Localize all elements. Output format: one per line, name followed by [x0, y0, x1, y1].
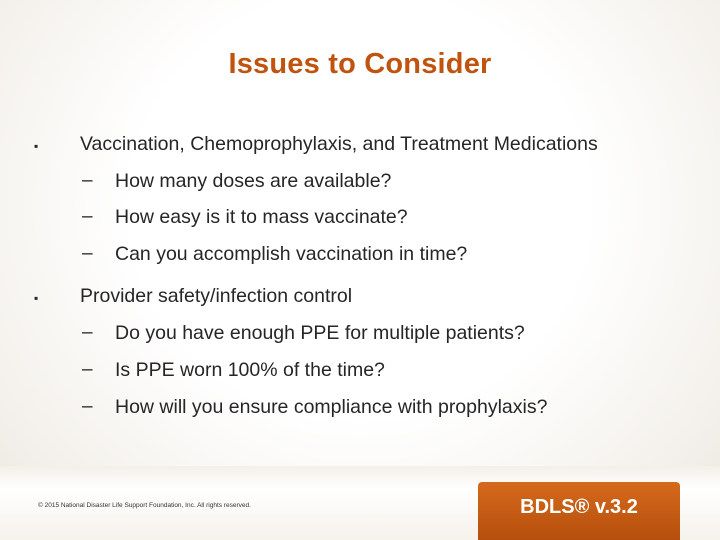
sub-bullet-text: Do you have enough PPE for multiple patients?: [115, 322, 525, 344]
bullet-text: Provider safety/infection control: [80, 285, 353, 307]
bullet-text: Vaccination, Chemoprophylaxis, and Treatment Medications: [80, 133, 598, 155]
dash-marker: –: [82, 170, 93, 191]
sub-bullet-compliance: [0, 396, 720, 426]
sub-bullet-text: Can you accomplish vaccination in time?: [115, 243, 468, 265]
sub-bullet-ppe-worn: [0, 359, 720, 389]
bullet-item-provider-safety: [0, 285, 720, 315]
sub-bullet-text: How many doses are available?: [115, 170, 392, 192]
bullet-item-vaccination: [0, 133, 720, 163]
sub-bullet-ppe-enough: [0, 322, 720, 352]
slide-title: Issues to Consider: [228, 48, 492, 80]
bullet-marker: ▪: [34, 291, 39, 305]
sub-bullet-mass-vaccinate: [0, 206, 720, 236]
dash-marker: –: [82, 359, 93, 380]
version-badge: [478, 482, 680, 540]
dash-marker: –: [82, 206, 93, 227]
bullet-marker: ▪: [34, 139, 39, 153]
dash-marker: –: [82, 322, 93, 343]
sub-bullet-doses: [0, 170, 720, 200]
sub-bullet-in-time: [0, 243, 720, 273]
version-badge-label: BDLS® v.3.2: [520, 496, 638, 518]
sub-bullet-text: Is PPE worn 100% of the time?: [115, 359, 385, 381]
dash-marker: –: [82, 396, 93, 417]
copyright-notice: © 2015 National Disaster Life Support Foundation, Inc. All rights reserved.: [38, 502, 251, 509]
sub-bullet-text: How will you ensure compliance with prophylaxis?: [115, 396, 548, 418]
dash-marker: –: [82, 243, 93, 264]
sub-bullet-text: How easy is it to mass vaccinate?: [115, 206, 408, 228]
